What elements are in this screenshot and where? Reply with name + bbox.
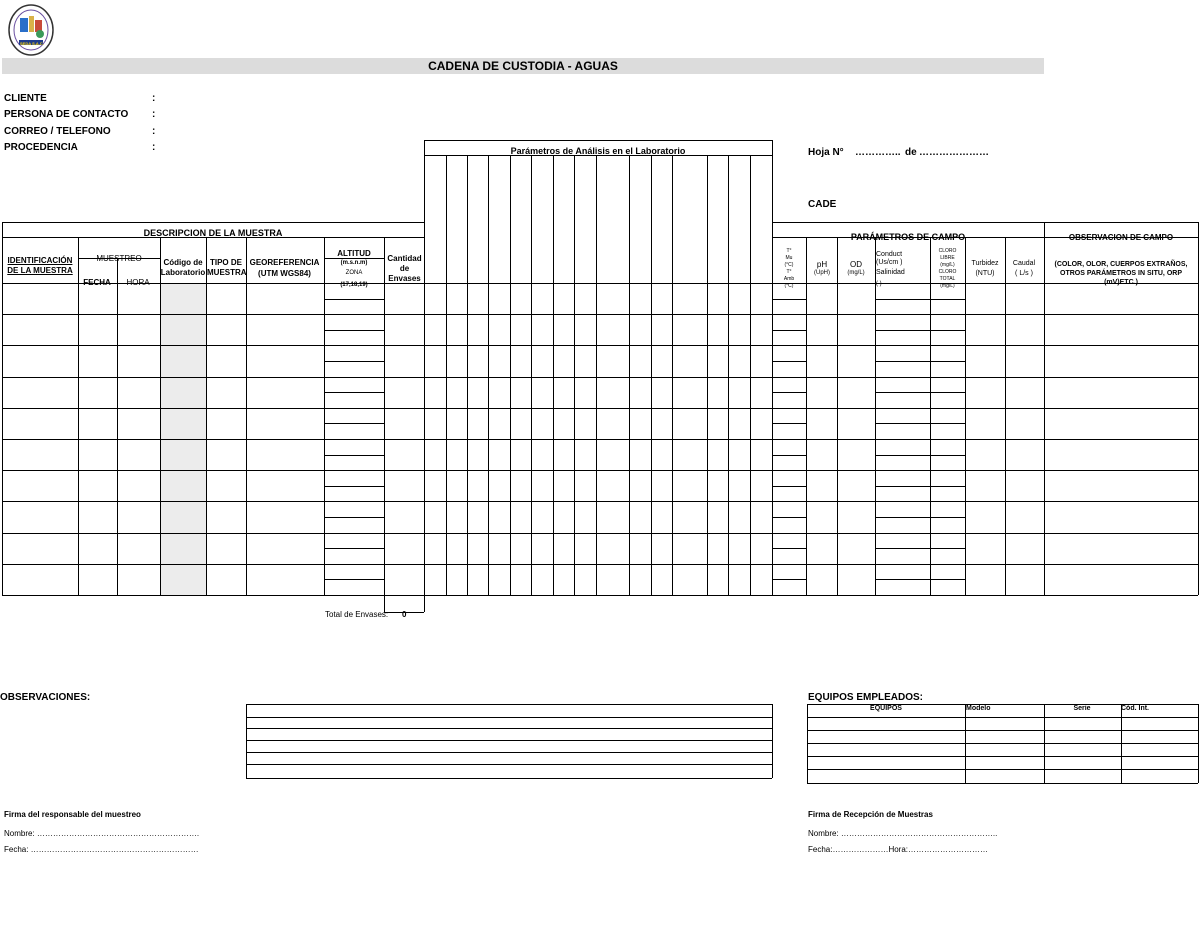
row-line: [2, 470, 1198, 471]
obs-line: [246, 752, 772, 753]
grid-line: [424, 155, 772, 156]
subrow-line: [875, 423, 930, 424]
subrow-line: [875, 548, 930, 549]
equipos-line: [807, 756, 1198, 757]
total-envases-label: Total de Envases:: [325, 610, 389, 619]
modelo-col-header: Modelo: [966, 705, 991, 712]
subrow-line: [324, 299, 384, 300]
fecha-header: FECHA: [83, 278, 111, 287]
obs-line: [246, 764, 772, 765]
hora-header: HORA: [126, 278, 150, 287]
subrow-line: [875, 579, 930, 580]
client-field-label: PROCEDENCIA: [4, 142, 78, 153]
id-muestra-header: IDENTIFICACIÓN DE LA MUESTRA: [7, 256, 73, 275]
firma-responsable-nombre[interactable]: Nombre: …………………………………………………….: [4, 829, 200, 838]
subrow-line: [324, 548, 384, 549]
temp-line: T°: [786, 248, 792, 254]
temp-line: Amb: [783, 276, 795, 282]
subrow-line: [324, 517, 384, 518]
obs-campo-title: OBSERVACION DE CAMPO: [1068, 233, 1174, 242]
grid-line: [78, 237, 79, 595]
subrow-line: [772, 579, 806, 580]
desc-col-line: [384, 237, 385, 595]
subrow-line: [875, 455, 930, 456]
campo-col-line: [806, 237, 807, 595]
temp-line: (°C): [784, 283, 794, 289]
firma-recepcion-title: Firma de Recepción de Muestras: [808, 810, 933, 819]
zona-values: (17,18,19): [340, 282, 368, 288]
row-line: [2, 314, 1198, 315]
desc-col-line: [246, 237, 247, 595]
cloro-line: (mg/L): [940, 262, 955, 268]
grid-line: [1198, 222, 1199, 237]
ph-header: pH: [816, 260, 828, 269]
campo-col-line: [837, 237, 838, 595]
lab-col-line: [629, 155, 630, 595]
campo-col-line: [875, 237, 876, 595]
row-line: [2, 533, 1198, 534]
campo-title: PARÁMETROS DE CAMPO: [850, 232, 966, 242]
desc-col-line: [324, 237, 325, 595]
subrow-line: [875, 299, 930, 300]
lab-col-line: [651, 155, 652, 595]
desc-col-line: [117, 258, 118, 595]
obs-line: [246, 704, 772, 705]
lab-col-line: [707, 155, 708, 595]
grid-line: [1044, 222, 1045, 237]
equipos-col-header: EQUIPOS: [870, 705, 902, 712]
lab-col-line: [596, 155, 597, 595]
grid-line: [772, 704, 773, 778]
obs-line: [246, 717, 772, 718]
codint-col-header: Cód. Int.: [1121, 705, 1149, 712]
muestreo-header: MUESTREO: [96, 254, 142, 263]
conduct-header: Conduct: [876, 251, 903, 258]
obs-campo-desc: (COLOR, OLOR, CUERPOS EXTRAÑOS, OTROS PARÁMETROS IN SITU, ORP (mV)ETC.): [1054, 261, 1188, 286]
obs-line: [246, 778, 772, 779]
client-field-label: CLIENTE: [4, 93, 47, 104]
cloro-line: TOTAL: [939, 276, 956, 282]
subrow-line: [930, 579, 965, 580]
row-line: [2, 564, 1198, 565]
tipo-header: TIPO DE MUESTRA: [207, 258, 247, 277]
cantidad-header: Cantidad de Envases: [387, 254, 422, 283]
logo: [8, 4, 54, 56]
header-bottom-line: [2, 283, 1198, 284]
equipos-col-line: [965, 704, 966, 783]
subrow-line: [324, 361, 384, 362]
grid-line: [78, 258, 160, 259]
grid-line: [2, 222, 3, 595]
subrow-line: [324, 423, 384, 424]
hoja-label: Hoja N°: [808, 147, 844, 158]
lab-col-line: [531, 155, 532, 595]
client-field-sep: :: [152, 93, 156, 104]
subrow-line: [324, 392, 384, 393]
equipos-line: [807, 704, 1198, 705]
altitud-header: ALTITUD: [337, 249, 371, 258]
grid-line: [2, 237, 424, 238]
subrow-line: [930, 455, 965, 456]
client-field-label: PERSONA DE CONTACTO: [4, 109, 129, 120]
temp-line: Mu: [785, 255, 793, 261]
subrow-line: [772, 330, 806, 331]
equipos-title: EQUIPOS EMPLEADOS:: [808, 692, 924, 703]
client-field-sep: :: [152, 109, 156, 120]
equipos-col-line: [1044, 704, 1045, 783]
od-header: OD: [850, 260, 862, 269]
subrow-line: [772, 423, 806, 424]
equipos-line: [807, 769, 1198, 770]
row-line: [2, 377, 1198, 378]
subrow-line: [875, 330, 930, 331]
equipos-col-line: [1121, 704, 1122, 783]
subrow-line: [324, 330, 384, 331]
row-line: [2, 408, 1198, 409]
cloro-line: (mg/L): [940, 283, 955, 289]
lab-col-line: [488, 155, 489, 595]
lab-col-line: [574, 155, 575, 595]
row-line: [2, 439, 1198, 440]
subrow-line: [875, 486, 930, 487]
hoja-de-label: de: [905, 147, 917, 158]
subrow-line: [930, 486, 965, 487]
firma-responsable-fecha[interactable]: Fecha: ………………………………………………………: [4, 845, 199, 854]
equipos-col-line: [807, 704, 808, 783]
lab-col-line: [672, 155, 673, 595]
lab-col-line: [553, 155, 554, 595]
grid-line: [324, 258, 384, 259]
subrow-line: [772, 455, 806, 456]
salinidad-unit: ( ): [876, 281, 882, 287]
total-envases-value: 0: [402, 610, 407, 619]
lab-col-line: [750, 155, 751, 595]
desc-col-line: [206, 237, 207, 595]
subrow-line: [772, 299, 806, 300]
temp-line: T°: [786, 269, 792, 275]
subrow-line: [930, 330, 965, 331]
campo-top-line: [772, 222, 1198, 223]
client-field-sep: :: [152, 142, 156, 153]
campo-col-line: [1005, 237, 1006, 595]
utm-header: (UTM WGS84): [258, 269, 311, 278]
row-line: [2, 501, 1198, 502]
caudal-header: Caudal: [1012, 260, 1036, 267]
firma-recepcion-fecha[interactable]: Fecha:…………………Hora:…………………………: [808, 845, 989, 854]
lab-top-line: [424, 140, 772, 141]
page-title: CADENA DE CUSTODIA - AGUAS: [428, 59, 618, 73]
cade-label: CADE: [808, 199, 837, 210]
logo-text: SEDA S.A.C.: [20, 41, 44, 46]
row-line: [2, 345, 1198, 346]
desc-col-line: [160, 237, 161, 595]
subrow-line: [930, 423, 965, 424]
hoja-number-field[interactable]: …………..: [855, 147, 901, 158]
subrow-line: [875, 392, 930, 393]
campo-col-line: [930, 237, 931, 595]
total-box-line: [384, 612, 424, 613]
temp-line: (°C): [784, 262, 794, 268]
campo-col-line: [1044, 237, 1045, 595]
lab-left-line: [424, 140, 425, 612]
ph-unit: (UpH): [814, 270, 830, 276]
lab-params-title: Parámetros de Análisis en el Laboratorio: [510, 146, 686, 156]
subrow-line: [930, 548, 965, 549]
grid-line: [246, 704, 247, 778]
lab-col-line: [510, 155, 511, 595]
subrow-line: [324, 455, 384, 456]
grid-line: [384, 595, 385, 612]
msnm-header: (m.s.n.m): [340, 260, 368, 266]
turbidez-unit: (NTU): [975, 270, 995, 277]
equipos-line: [807, 743, 1198, 744]
subrow-line: [930, 361, 965, 362]
cloro-line: CLORO: [938, 269, 957, 275]
equipos-line: [807, 783, 1198, 784]
row-line: [2, 595, 1198, 596]
serie-col-header: Serie: [1073, 705, 1091, 712]
campo-col-line: [1198, 237, 1199, 595]
firma-responsable-title: Firma del responsable del muestreo: [4, 810, 141, 819]
subrow-line: [930, 517, 965, 518]
campo-col-line: [965, 237, 966, 595]
equipos-line: [807, 717, 1198, 718]
subrow-line: [930, 299, 965, 300]
desc-title: DESCRIPCION DE LA MUESTRA: [143, 228, 283, 238]
cloro-line: CLORO: [938, 248, 957, 254]
subrow-line: [772, 486, 806, 487]
desc-top-line: [2, 222, 424, 223]
hoja-total-field[interactable]: …………………: [919, 147, 989, 158]
subrow-line: [324, 486, 384, 487]
lab-col-line: [728, 155, 729, 595]
equipos-col-line: [1198, 704, 1199, 783]
turbidez-header: Turbidez: [971, 260, 999, 267]
subrow-line: [875, 361, 930, 362]
cloro-line: LIBRE: [940, 255, 955, 261]
observaciones-label: OBSERVACIONES:: [0, 692, 91, 703]
grid-line: [772, 140, 773, 595]
grid-line: [772, 237, 1198, 238]
od-unit: (mg/L): [847, 270, 865, 276]
firma-recepcion-nombre[interactable]: Nombre: …………………………………………………..: [808, 829, 998, 838]
subrow-line: [324, 579, 384, 580]
salinidad-header: Salinidad: [876, 269, 905, 276]
conduct-unit: (Us/cm ): [876, 259, 903, 266]
subrow-line: [772, 361, 806, 362]
subrow-line: [772, 392, 806, 393]
obs-line: [246, 740, 772, 741]
client-field-label: CORREO / TELEFONO: [4, 126, 111, 137]
lab-col-line: [446, 155, 447, 595]
client-field-sep: :: [152, 126, 156, 137]
subrow-line: [772, 517, 806, 518]
obs-line: [246, 728, 772, 729]
caudal-unit: ( L/s ): [1015, 270, 1033, 277]
lab-col-line: [467, 155, 468, 595]
codigo-header: Código de Laboratorio: [160, 258, 206, 277]
georef-header: GEOREFERENCIA: [249, 258, 320, 267]
subrow-line: [875, 517, 930, 518]
subrow-line: [772, 548, 806, 549]
subrow-line: [930, 392, 965, 393]
zona-header: ZONA: [345, 270, 363, 276]
equipos-line: [807, 730, 1198, 731]
